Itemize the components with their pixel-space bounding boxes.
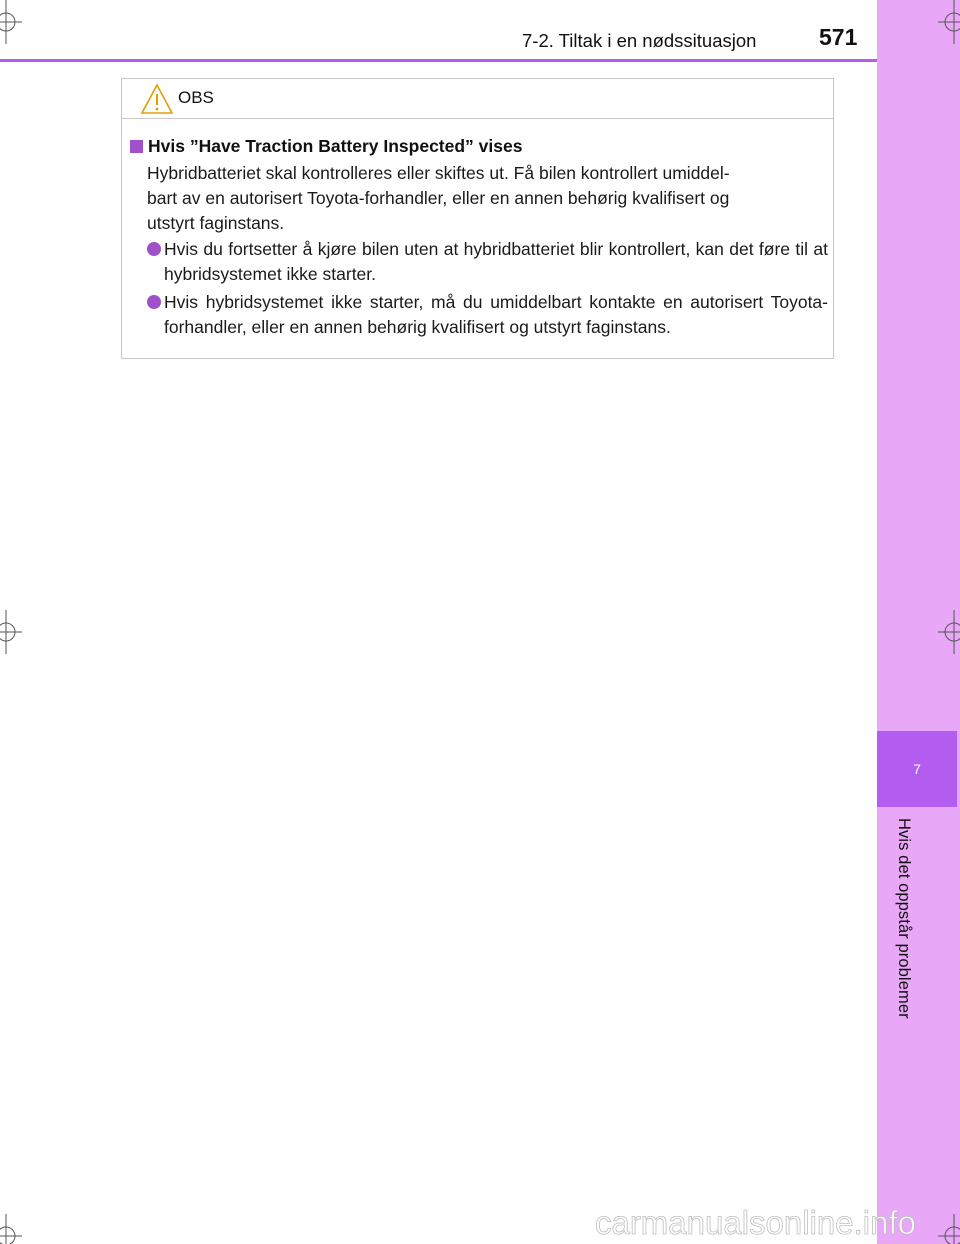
bullet-item (147, 290, 828, 340)
paragraph-line: utstyrt faginstans. (147, 213, 285, 233)
notice-box (121, 78, 834, 359)
notice-label: OBS (178, 88, 214, 107)
warning-triangle-icon (140, 83, 174, 115)
notice-heading-text: Hvis ”Have Traction Battery Inspected” vises (148, 136, 523, 156)
bullet-dot-icon (147, 295, 161, 309)
page-number: 571 (819, 24, 858, 50)
bullet-text: Hvis du fortsetter å kjøre bilen uten at hybridbatteriet blir kontrollert, kan det føre til at hybridsystemet ikke starter. (164, 239, 828, 284)
chapter-number: 7 (913, 761, 921, 777)
svg-text:carmanualsonline.info: carmanualsonline.info (594, 1204, 916, 1241)
section-title: 7-2. Tiltak i en nødssituasjon (522, 30, 757, 51)
bullet-item (147, 237, 828, 287)
chapter-title: Hvis det oppstår problemer (895, 818, 913, 1019)
square-bullet-icon (130, 140, 143, 153)
notice-heading (130, 136, 522, 157)
bullet-dot-icon (147, 242, 161, 256)
notice-header (122, 79, 833, 119)
paragraph-line: Hybridbatteriet skal kontrolleres eller skiftes ut. Få bilen kontrollert umiddel- (147, 163, 730, 183)
bullet-text: Hvis hybridsystemet ikke starter, må du umiddelbart kontakte en autorisert Toyota-forhandler, eller en annen behørig kvalifisert og utstyrt faginstans. (164, 292, 828, 337)
paragraph-line: bart av en autorisert Toyota-forhandler, eller en annen behørig kvalifisert og (147, 188, 730, 208)
notice-paragraph (147, 161, 827, 236)
watermark-logo (560, 1196, 920, 1244)
